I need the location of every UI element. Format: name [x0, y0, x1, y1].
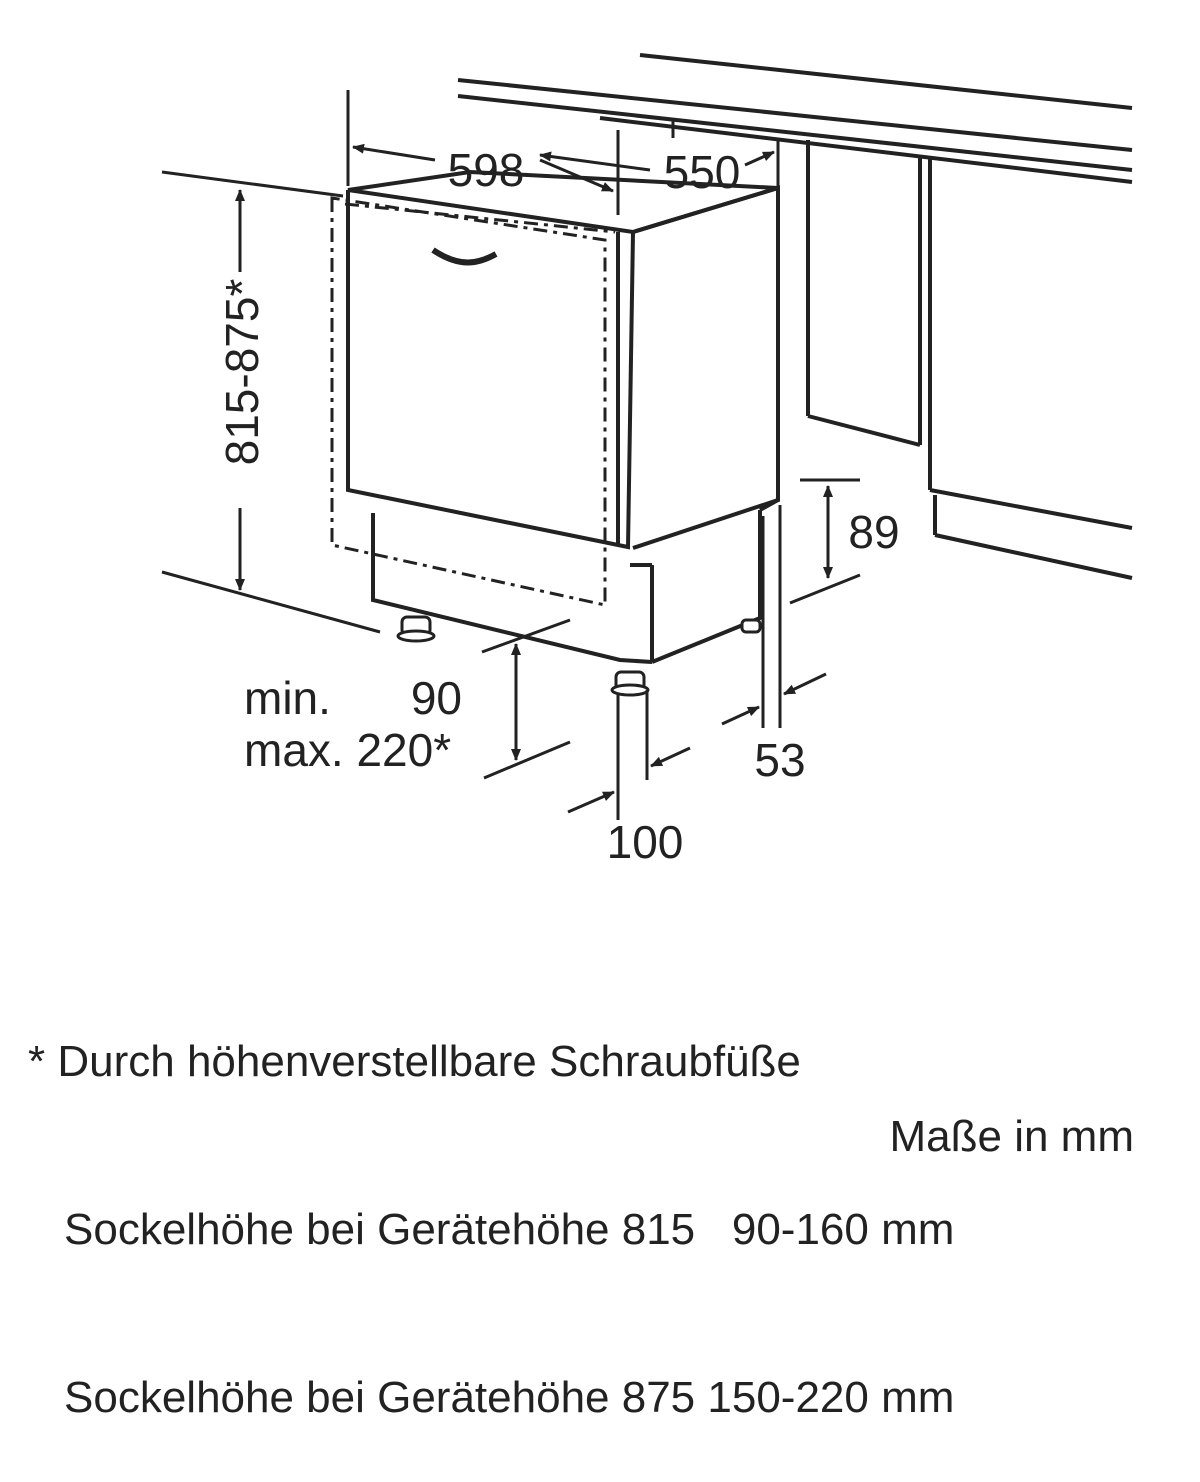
- dimension-labels: [216, 144, 900, 868]
- height-label: 815-875*: [216, 278, 268, 466]
- depth-label: 550: [663, 146, 741, 198]
- front-offset-arrow-left: [568, 792, 614, 812]
- footnote-line-1: [28, 1034, 954, 1090]
- footnote: [28, 922, 954, 1482]
- plinth-min-label: min.: [244, 672, 331, 724]
- footnote-line-3: [28, 1370, 954, 1426]
- plinth-min-value: 90: [410, 672, 462, 724]
- side-offset-arrow-left: [722, 707, 759, 724]
- plinth-clearance-label: 89: [848, 506, 900, 558]
- plinth-max-label: max. 220*: [244, 724, 452, 776]
- depth-arrow-right: [745, 152, 774, 165]
- footnote-line-3-value: 150-220 mm: [707, 1373, 955, 1422]
- units-note: Maße in mm: [889, 1112, 1134, 1161]
- footnote-line-2: [28, 1202, 954, 1258]
- width-label: 598: [447, 144, 525, 196]
- footnote-marker: *: [28, 1037, 46, 1086]
- side-offset-label: 53: [754, 734, 806, 786]
- side-offset-arrow-right: [784, 674, 826, 694]
- footnote-line-2-value: 90-160 mm: [731, 1205, 955, 1254]
- footnote-line-3-label: Sockelhöhe bei Gerätehöhe 875: [64, 1373, 696, 1422]
- front-offset-label: 100: [606, 816, 684, 868]
- footnote-line-2-label: Sockelhöhe bei Gerätehöhe 815: [64, 1205, 696, 1254]
- front-offset-arrow-right: [651, 748, 690, 766]
- dishwasher-body: [348, 172, 778, 662]
- countertop-and-cabinets: [458, 55, 1132, 578]
- width-arrow: [353, 147, 435, 160]
- footnote-text-1: Durch höhenverstellbare Schraubfüße: [57, 1037, 801, 1086]
